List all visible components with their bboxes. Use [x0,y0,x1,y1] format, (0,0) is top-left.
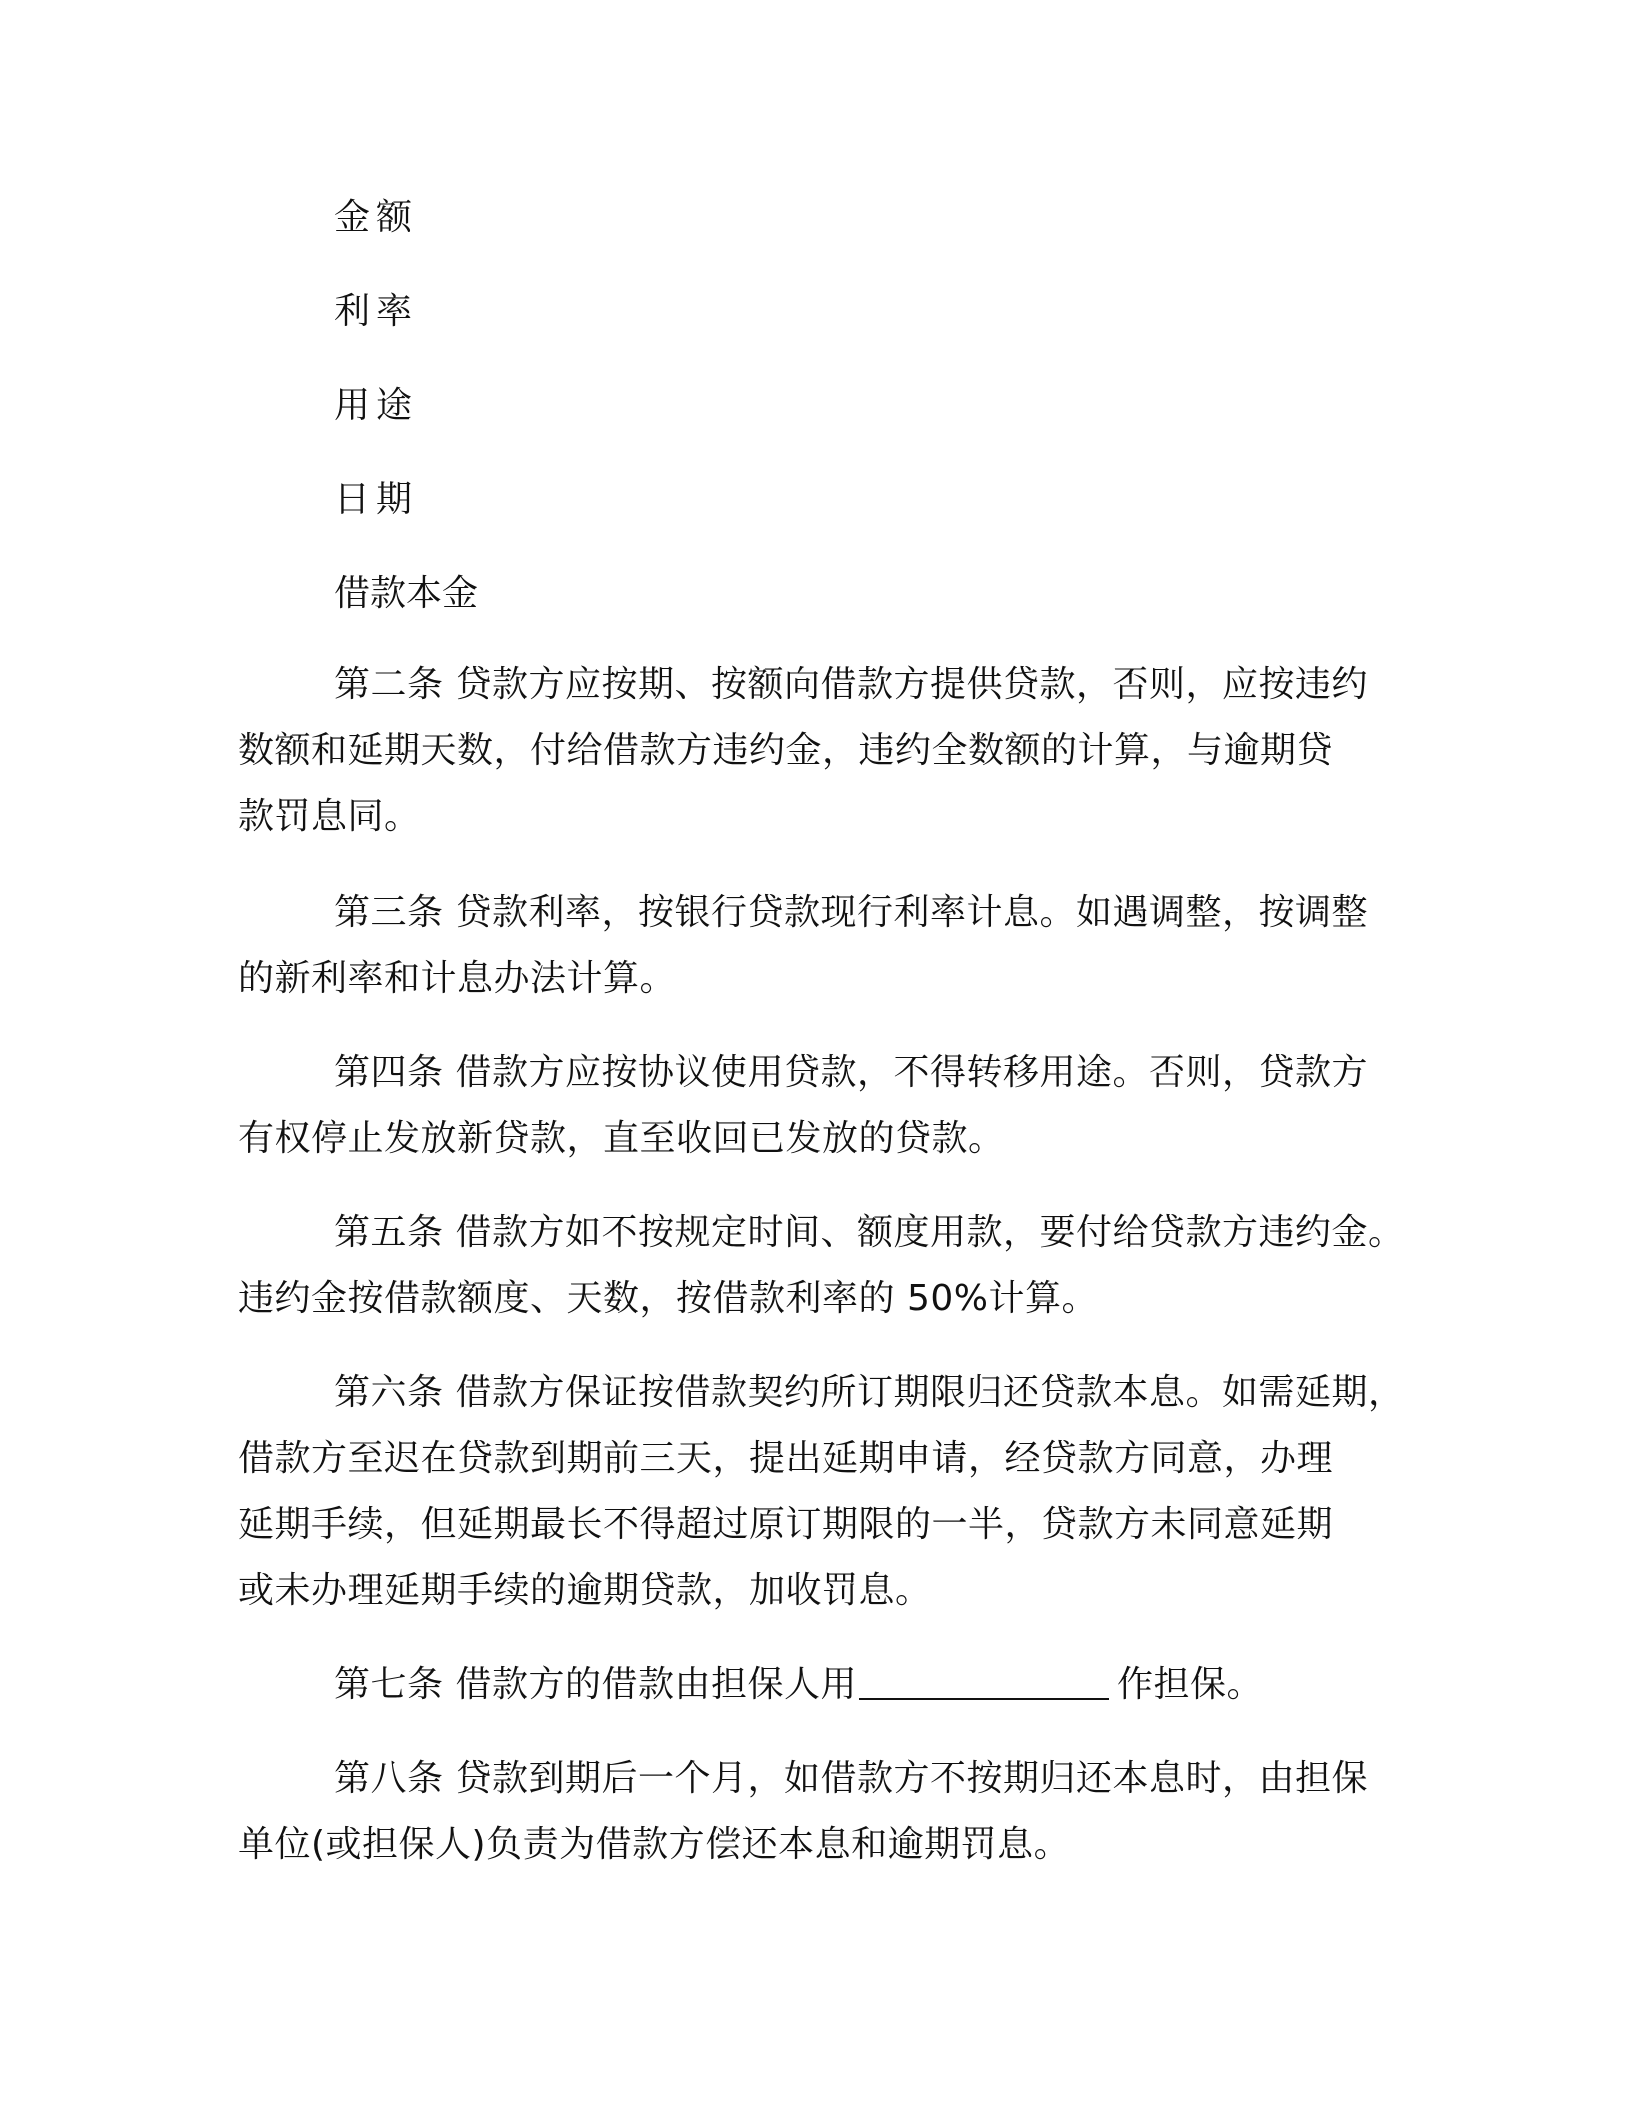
field-principal: 借款本金 [334,573,479,614]
field-amount: 金额 [334,197,419,238]
article-line: 借款方至迟在贷款到期前三天，提出延期申请，经贷款方同意，办理 [238,1438,1334,1479]
article-number: 第六条 [334,1372,444,1413]
article-line: 的新利率和计息办法计算。 [238,958,677,999]
article-line [238,1652,1418,1718]
article-line: 延期手续，但延期最长不得超过原订期限的一半，贷款方未同意延期 [238,1504,1334,1545]
article-3 [238,880,1418,1012]
article-line: 第五条 借款方如不按规定时间、额度用款，要付给贷款方违约金。 [334,1212,1405,1253]
article-number: 第五条 [334,1212,444,1253]
article-number: 第三条 [334,892,444,933]
field-date: 日期 [334,479,419,520]
field-purpose: 用途 [334,385,419,426]
article-line: 第八条 贷款到期后一个月，如借款方不按期归还本息时，由担保 [334,1758,1369,1799]
article-line: 有权停止发放新贷款，直至收回已发放的贷款。 [238,1118,1005,1159]
article-2 [238,652,1418,850]
article-line: 违约金按借款额度、天数，按借款利率的 50%计算。 [238,1278,1098,1319]
article-number: 第八条 [334,1758,444,1799]
article-line: 款罚息同。 [238,796,421,837]
article-8 [238,1746,1418,1878]
fill-in-blank[interactable] [859,1668,1109,1700]
article-5 [238,1200,1418,1332]
article-line: 或未办理延期手续的逾期贷款，加收罚息。 [238,1570,932,1611]
article-number: 第四条 [334,1052,444,1093]
article-line: 第六条 借款方保证按借款契约所订期限归还贷款本息。如需延期， [334,1372,1405,1413]
article-number: 第七条 [334,1664,444,1705]
article-6 [238,1360,1418,1624]
article-text: 作担保。 [1117,1664,1264,1705]
article-line: 单位(或担保人)负责为借款方偿还本息和逾期罚息。 [238,1824,1071,1865]
article-text: 借款方的借款由担保人用 [455,1664,858,1705]
field-interest-rate: 利率 [334,291,419,332]
article-7 [238,1652,1418,1718]
article-line: 第二条 贷款方应按期、按额向借款方提供贷款，否则，应按违约 [334,664,1369,705]
article-line: 第四条 借款方应按协议使用贷款，不得转移用途。否则，贷款方 [334,1052,1369,1093]
article-line: 数额和延期天数，付给借款方违约金，违约全数额的计算，与逾期贷 [238,730,1334,771]
article-4 [238,1040,1418,1172]
article-number: 第二条 [334,664,444,705]
article-line: 第三条 贷款利率，按银行贷款现行利率计息。如遇调整，按调整 [334,892,1369,933]
